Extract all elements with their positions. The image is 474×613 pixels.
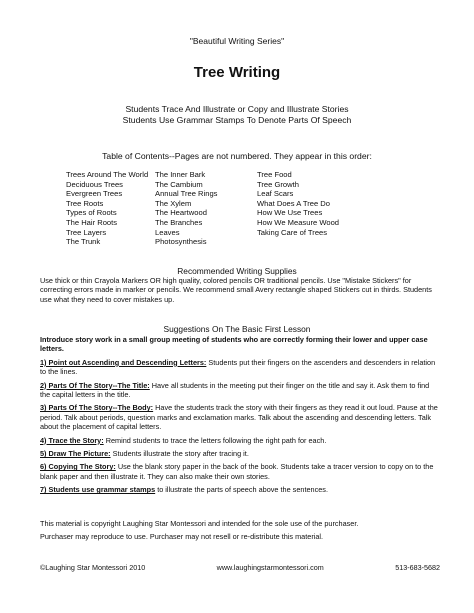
toc-item: The Branches (155, 217, 203, 227)
footer-phone: 513-683-5682 (395, 563, 440, 572)
subtitle-line-1: Students Trace And Illustrate or Copy and Illustrate Stories (125, 104, 349, 114)
step-heading: 4) Trace the Story: (40, 435, 104, 445)
lesson-heading: Suggestions On The Basic First Lesson (163, 324, 311, 334)
step-text: Have all students in the meeting put their finger on the title and say it. Ask them to find the capital letters in the title. (40, 380, 430, 400)
lesson-intro: Introduce story work in a small group meeting of students who are correctly forming their lower and upper case letters. (40, 335, 428, 354)
supplies-heading: Recommended Writing Supplies (177, 266, 297, 276)
step-heading: 1) Point out Ascending and Descending Letters: (40, 357, 207, 367)
toc-item: The Heartwood (155, 208, 207, 218)
toc-item: Tree Food (257, 170, 292, 179)
toc-column-2 (155, 170, 257, 247)
toc-item: Photosynthesis (155, 237, 207, 247)
lesson-step (40, 358, 440, 377)
copyright-notice (40, 517, 440, 543)
toc-item: The Xylem (155, 198, 192, 208)
lesson-step (40, 462, 440, 481)
toc-item: Taking Care of Trees (257, 227, 328, 237)
toc-item: Tree Roots (66, 198, 104, 208)
toc-item: How We Use Trees (257, 208, 323, 218)
step-text: Use the blank story paper in the back of the book. Students take a tracer version to copy on to the blank paper and then illustrate it. They can also make their own stories. (40, 462, 434, 481)
toc-item: What Does A Tree Do (257, 198, 331, 208)
lesson-body (40, 335, 440, 499)
page-footer (40, 563, 440, 572)
toc-item: Annual Tree Rings (155, 189, 218, 199)
lesson-step (40, 381, 440, 400)
toc-item: The Cambium (155, 179, 203, 189)
toc-item: How We Measure Wood (257, 217, 340, 227)
toc-item: Leaf Scars (257, 189, 294, 199)
step-heading: 6) Copying The Story: (40, 462, 116, 472)
toc-item: The Trunk (66, 237, 101, 247)
step-heading: 3) Parts Of The Story--The Body: (40, 403, 154, 413)
lesson-step (40, 449, 440, 458)
toc-column-3 (257, 170, 367, 247)
step-heading: 5) Draw The Picture: (40, 449, 111, 459)
toc-item: The Hair Roots (66, 217, 118, 227)
toc-item: Types of Roots (66, 208, 117, 218)
series-name: "Beautiful Writing Series" (189, 36, 285, 46)
toc-item: Trees Around The World (66, 170, 149, 179)
toc-item: Tree Growth (257, 179, 299, 189)
step-text: to illustrate the parts of speech above the sentences. (155, 485, 328, 495)
toc-item: The Inner Bark (155, 170, 206, 179)
step-text: Students put their fingers on the ascenders and descenders in relation to the lines. (40, 357, 436, 377)
lesson-step (40, 403, 440, 431)
copyright-line-1: This material is copyright Laughing Star Montessori and intended for the sole use of the purchaser. (40, 519, 359, 528)
step-text: Have the students track the story with their fingers as they read it out loud. Pause at the period. Talk about periods, question marks and exclamation marks. Talk about the ascending and descending letters. Talk about the placement of capital letters. (40, 403, 438, 432)
subtitle-line-2: Students Use Grammar Stamps To Denote Parts Of Speech (122, 115, 352, 125)
copyright-line-2: Purchaser may reproduce to use. Purchaser may not resell or re-distribute this material. (40, 532, 324, 541)
page-title: Tree Writing (193, 64, 281, 81)
toc-item: Leaves (155, 227, 180, 237)
toc-intro: Table of Contents--Pages are not numbered. They appear in this order: (102, 151, 372, 161)
toc-column-1 (66, 170, 155, 247)
footer-copyright: ©Laughing Star Montessori 2010 (40, 563, 146, 572)
step-text: Remind students to trace the letters following the right path for each. (103, 435, 327, 445)
step-heading: 2) Parts Of The Story--The Title: (40, 380, 150, 390)
toc-item: Deciduous Trees (66, 179, 123, 189)
supplies-text: Use thick or thin Crayola Markers OR high quality, colored pencils OR traditional pencils. Use "Mistake Stickers" for correcting errors made in marker or pencils. We recommend small Avery rectangle shaped Stickers cut in thirds. Students use what they need to cover mistakes up. (40, 276, 432, 304)
toc-item: Evergreen Trees (66, 189, 123, 199)
step-heading: 7) Students use grammar stamps (40, 485, 156, 495)
step-text: Students illustrate the story after tracing it. (110, 449, 249, 459)
subtitle (0, 104, 474, 126)
toc-item: Tree Layers (66, 227, 107, 237)
table-of-contents (66, 170, 367, 247)
footer-website: www.laughingstarmontessori.com (216, 563, 324, 572)
lesson-step (40, 436, 440, 445)
lesson-step (40, 485, 440, 494)
